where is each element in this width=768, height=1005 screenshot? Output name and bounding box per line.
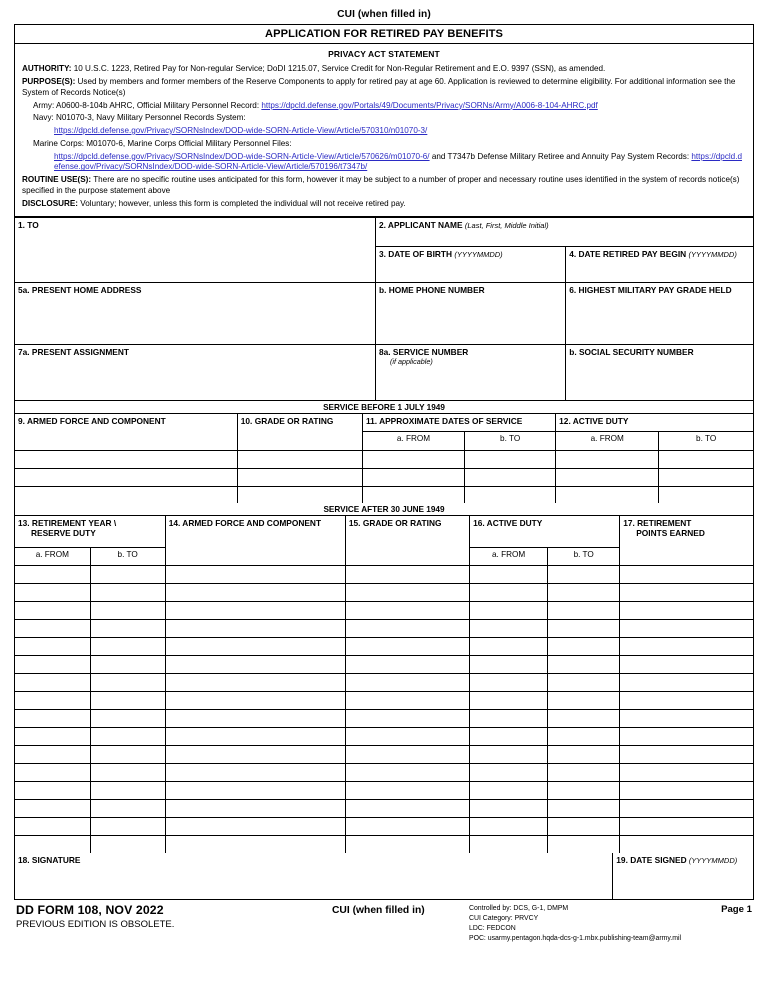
header-approx-dates-11 <box>362 414 555 432</box>
table-cell[interactable] <box>90 674 165 692</box>
table-cell[interactable] <box>465 469 556 487</box>
authority-label: AUTHORITY: <box>22 64 72 74</box>
table-cell[interactable] <box>345 566 469 584</box>
disclosure-label: DISCLOSURE: <box>22 198 78 208</box>
purpose-label: PURPOSE(S): <box>22 76 76 86</box>
table-cell[interactable] <box>548 656 620 674</box>
table-cell[interactable] <box>90 710 165 728</box>
table-cell[interactable] <box>345 782 469 800</box>
table-cell[interactable] <box>470 710 548 728</box>
service-after-banner-row <box>15 503 753 516</box>
table-cell[interactable] <box>165 710 345 728</box>
cell-applicant-name[interactable] <box>375 218 753 247</box>
hint-service-number: (if applicable) <box>389 356 433 366</box>
authority-paragraph <box>22 64 746 75</box>
routine-use-paragraph <box>22 175 746 197</box>
label-present-assignment: 7a. PRESENT ASSIGNMENT <box>18 346 129 357</box>
table-cell[interactable] <box>470 728 548 746</box>
footer-left-block <box>16 903 174 930</box>
header-armed-force-component-9 <box>15 414 237 451</box>
table-cell[interactable] <box>90 602 165 620</box>
table-cell[interactable] <box>90 782 165 800</box>
army-sorn-link[interactable]: https://dpcld.defense.gov/Portals/49/Documents/Privacy/SORNs/Army/A006-8-104-AHRC.pdf <box>261 100 598 110</box>
table-cell[interactable] <box>15 469 237 487</box>
purpose-paragraph <box>22 77 746 99</box>
label-social-security-number: b. SOCIAL SECURITY NUMBER <box>569 346 694 357</box>
footer-ldc: LDC: FEDCON <box>469 924 516 932</box>
header-active-duty-16 <box>470 516 620 548</box>
table-cell[interactable] <box>620 620 753 638</box>
table-cell[interactable] <box>345 746 469 764</box>
table-cell[interactable] <box>620 818 753 836</box>
table-cell[interactable] <box>90 800 165 818</box>
service-after-header-row <box>15 516 753 548</box>
table-cell[interactable] <box>620 638 753 656</box>
label-armed-force-component-14: 14. ARMED FORCE AND COMPONENT <box>168 517 322 528</box>
header-grade-rating-15 <box>345 516 469 566</box>
subheader-12b-to: b. TO <box>659 432 753 451</box>
table-cell[interactable] <box>465 486 556 503</box>
table-cell[interactable] <box>165 818 345 836</box>
table-cell[interactable] <box>548 818 620 836</box>
header-retirement-points-17 <box>620 516 753 566</box>
subheader-11a-from: a. FROM <box>362 432 464 451</box>
table-cell[interactable] <box>345 674 469 692</box>
table-cell[interactable] <box>345 620 469 638</box>
table-cell[interactable] <box>620 602 753 620</box>
table-cell[interactable] <box>556 469 659 487</box>
table-cell[interactable] <box>470 782 548 800</box>
label-armed-force-component-9: 9. ARMED FORCE AND COMPONENT <box>18 415 166 426</box>
table-cell[interactable] <box>620 782 753 800</box>
table-cell[interactable] <box>470 764 548 782</box>
label-active-duty-12: 12. ACTIVE DUTY <box>559 415 629 426</box>
table-cell[interactable] <box>90 566 165 584</box>
table-cell[interactable] <box>345 638 469 656</box>
table-cell[interactable] <box>470 602 548 620</box>
marine-sorn-mid-text: and T7347b Defense Military Retiree and Annuity Pay System Records: <box>431 151 690 161</box>
table-row[interactable] <box>15 469 753 487</box>
purpose-text: Used by members and former members of the Reserve Components to apply for retired pay at age 60. Application is reviewed to determine eligibility. For additional information see the System of Records Notice(s) <box>22 76 736 97</box>
table-cell[interactable] <box>165 674 345 692</box>
table-cell[interactable] <box>165 584 345 602</box>
table-row[interactable] <box>15 674 753 692</box>
subheader-16b-to: b. TO <box>548 548 620 566</box>
cell-home-phone-number[interactable] <box>375 283 565 345</box>
row-assignment-service-number <box>15 345 753 401</box>
table-row[interactable] <box>15 566 753 584</box>
table-cell[interactable] <box>548 728 620 746</box>
footer-previous-edition: PREVIOUS EDITION IS OBSOLETE. <box>16 919 175 931</box>
table-cell[interactable] <box>165 782 345 800</box>
table-cell[interactable] <box>15 674 90 692</box>
cell-date-retired-pay-begin[interactable] <box>566 247 753 283</box>
form-title: APPLICATION FOR RETIRED PAY BENEFITS <box>15 25 753 44</box>
label-home-phone-number: b. HOME PHONE NUMBER <box>378 284 485 295</box>
label-date-retired-pay-begin: 4. DATE RETIRED PAY BEGIN <box>569 248 687 259</box>
table-cell[interactable] <box>620 692 753 710</box>
table-cell[interactable] <box>15 746 90 764</box>
navy-sorn-link[interactable]: https://dpcld.defense.gov/Privacy/SORNsIndex/DOD-wide-SORN-Article-View/Article/570310/n01070-3/ <box>54 126 428 136</box>
service-after-banner: SERVICE AFTER 30 JUNE 1949 <box>15 503 753 516</box>
table-cell[interactable] <box>15 710 90 728</box>
table-cell[interactable] <box>90 746 165 764</box>
table-cell[interactable] <box>90 638 165 656</box>
cell-service-number[interactable] <box>375 345 565 401</box>
table-cell[interactable] <box>345 818 469 836</box>
service-before-1949-table <box>15 401 753 503</box>
table-cell[interactable] <box>165 566 345 584</box>
cell-to[interactable] <box>15 218 375 283</box>
table-cell[interactable] <box>165 638 345 656</box>
applicant-info-table <box>15 217 753 401</box>
cell-date-signed[interactable] <box>613 853 753 899</box>
label-grade-rating-10: 10. GRADE OR RATING <box>240 415 334 426</box>
cell-signature[interactable] <box>15 853 613 899</box>
table-cell[interactable] <box>470 674 548 692</box>
table-row[interactable] <box>15 764 753 782</box>
hint-date-retired-pay-begin: (YYYYMMDD) <box>688 249 737 259</box>
table-cell[interactable] <box>165 692 345 710</box>
label-retirement-year-13: 13. RETIREMENT YEAR \ <box>18 517 117 528</box>
table-cell[interactable] <box>620 710 753 728</box>
table-cell[interactable] <box>470 800 548 818</box>
table-cell[interactable] <box>548 710 620 728</box>
table-cell[interactable] <box>90 692 165 710</box>
table-row[interactable] <box>15 692 753 710</box>
table-row[interactable] <box>15 800 753 818</box>
table-cell[interactable] <box>165 800 345 818</box>
cell-date-of-birth[interactable] <box>375 247 565 283</box>
table-cell[interactable] <box>90 728 165 746</box>
table-cell[interactable] <box>15 620 90 638</box>
table-row[interactable] <box>15 584 753 602</box>
marine-sorn-text: Marine Corps: M01070-6, Marine Corps Official Military Personnel Files: <box>33 138 292 148</box>
signature-table <box>15 853 753 899</box>
table-cell[interactable] <box>620 836 753 854</box>
table-cell[interactable] <box>362 469 464 487</box>
table-cell[interactable] <box>465 451 556 469</box>
table-cell[interactable] <box>345 656 469 674</box>
table-cell[interactable] <box>15 728 90 746</box>
label-date-signed: 19. DATE SIGNED <box>616 854 687 865</box>
subheader-12a-from: a. FROM <box>556 432 659 451</box>
table-cell[interactable] <box>470 584 548 602</box>
table-row[interactable] <box>15 486 753 503</box>
table-cell[interactable] <box>659 451 753 469</box>
table-cell[interactable] <box>659 486 753 503</box>
table-cell[interactable] <box>470 620 548 638</box>
subheader-13b-to: b. TO <box>90 548 165 566</box>
marine-sorn-line <box>33 139 746 150</box>
hint-date-signed: (YYYYMMDD) <box>688 855 738 865</box>
table-cell[interactable] <box>15 602 90 620</box>
header-active-duty-12 <box>556 414 753 432</box>
label-signature: 18. SIGNATURE <box>18 854 81 865</box>
header-retirement-year-13 <box>15 516 165 548</box>
footer-poc: POC: usarmy.pentagon.hqda-dcs-g-1.mbx.publishing-team@army.mil <box>469 934 682 942</box>
table-cell[interactable] <box>15 584 90 602</box>
table-cell[interactable] <box>556 486 659 503</box>
table-cell[interactable] <box>548 566 620 584</box>
cell-social-security-number[interactable] <box>566 345 753 401</box>
table-cell[interactable] <box>165 836 345 854</box>
service-before-header-row <box>15 414 753 432</box>
table-cell[interactable] <box>15 800 90 818</box>
form-footer <box>14 903 754 965</box>
table-cell[interactable] <box>362 451 464 469</box>
table-cell[interactable] <box>15 764 90 782</box>
table-cell[interactable] <box>548 836 620 854</box>
table-cell[interactable] <box>90 584 165 602</box>
label-retirement-points-17b: POINTS EARNED <box>636 527 705 538</box>
hint-applicant-name: (Last, First, Middle Initial) <box>464 220 549 230</box>
label-service-number: 8a. SERVICE NUMBER <box>378 346 469 357</box>
label-date-of-birth: 3. DATE OF BIRTH <box>378 248 453 259</box>
table-cell[interactable] <box>90 620 165 638</box>
table-cell[interactable] <box>15 692 90 710</box>
table-cell[interactable] <box>620 800 753 818</box>
label-reserve-duty-13: RESERVE DUTY <box>31 527 96 538</box>
table-cell[interactable] <box>548 692 620 710</box>
label-active-duty-16: 16. ACTIVE DUTY <box>473 517 543 528</box>
table-row[interactable] <box>15 451 753 469</box>
table-cell[interactable] <box>548 746 620 764</box>
table-cell[interactable] <box>90 818 165 836</box>
table-cell[interactable] <box>345 764 469 782</box>
table-cell[interactable] <box>345 800 469 818</box>
table-cell[interactable] <box>345 710 469 728</box>
label-grade-rating-15: 15. GRADE OR RATING <box>348 517 442 528</box>
label-present-home-address: 5a. PRESENT HOME ADDRESS <box>18 284 142 295</box>
table-cell[interactable] <box>620 584 753 602</box>
cell-present-assignment[interactable] <box>15 345 375 401</box>
label-highest-pay-grade: 6. HIGHEST MILITARY PAY GRADE HELD <box>569 284 732 295</box>
label-to: 1. TO <box>18 219 39 230</box>
table-cell[interactable] <box>15 566 90 584</box>
label-retirement-points-17a: 17. RETIREMENT <box>623 517 692 528</box>
table-cell[interactable] <box>165 728 345 746</box>
table-cell[interactable] <box>548 584 620 602</box>
disclosure-text: Voluntary; however, unless this form is completed the individual will not receive retired pay. <box>80 198 406 208</box>
table-cell[interactable] <box>237 486 362 503</box>
table-cell[interactable] <box>470 656 548 674</box>
table-cell[interactable] <box>90 836 165 854</box>
service-before-banner-row <box>15 401 753 414</box>
subheader-16a-from: a. FROM <box>470 548 548 566</box>
footer-cui-category: CUI Category: PRVCY <box>469 914 539 922</box>
table-row[interactable] <box>15 728 753 746</box>
table-cell[interactable] <box>345 692 469 710</box>
table-row[interactable] <box>15 818 753 836</box>
table-cell[interactable] <box>345 836 469 854</box>
table-cell[interactable] <box>470 692 548 710</box>
table-row[interactable] <box>15 620 753 638</box>
table-cell[interactable] <box>620 764 753 782</box>
disclosure-paragraph <box>22 199 746 210</box>
table-cell[interactable] <box>659 469 753 487</box>
table-row[interactable] <box>15 710 753 728</box>
header-armed-force-component-14 <box>165 516 345 566</box>
navy-sorn-link-line <box>54 126 746 137</box>
table-row[interactable] <box>15 656 753 674</box>
table-cell[interactable] <box>15 638 90 656</box>
table-row[interactable] <box>15 602 753 620</box>
table-cell[interactable] <box>165 620 345 638</box>
table-cell[interactable] <box>165 656 345 674</box>
navy-sorn-line <box>33 113 746 124</box>
table-cell[interactable] <box>548 782 620 800</box>
hint-date-of-birth: (YYYYMMDD) <box>454 249 503 259</box>
table-row[interactable] <box>15 746 753 764</box>
table-cell[interactable] <box>620 728 753 746</box>
privacy-act-heading: PRIVACY ACT STATEMENT <box>328 49 440 59</box>
table-cell[interactable] <box>362 486 464 503</box>
table-cell[interactable] <box>15 656 90 674</box>
table-row[interactable] <box>15 638 753 656</box>
table-cell[interactable] <box>470 746 548 764</box>
table-cell[interactable] <box>15 818 90 836</box>
service-after-data-rows <box>15 566 753 854</box>
table-row[interactable] <box>15 836 753 854</box>
footer-control-block <box>469 904 681 943</box>
table-cell[interactable] <box>470 818 548 836</box>
table-cell[interactable] <box>15 486 237 503</box>
form-frame <box>14 24 754 900</box>
table-cell[interactable] <box>90 764 165 782</box>
table-cell[interactable] <box>620 674 753 692</box>
cui-bottom-banner: CUI (when filled in) <box>332 905 425 917</box>
army-sorn-line <box>33 101 746 112</box>
table-cell[interactable] <box>620 746 753 764</box>
table-cell[interactable] <box>470 638 548 656</box>
table-cell[interactable] <box>620 656 753 674</box>
label-applicant-name: 2. APPLICANT NAME <box>378 219 463 230</box>
cell-present-home-address[interactable] <box>15 283 375 345</box>
footer-form-number: DD FORM 108, NOV 2022 <box>16 903 164 918</box>
signature-row <box>15 853 753 899</box>
cui-top-banner: CUI (when filled in) <box>337 9 431 20</box>
table-cell[interactable] <box>620 566 753 584</box>
footer-page-number: Page 1 <box>721 904 752 916</box>
row-to-applicant <box>15 218 753 247</box>
table-cell[interactable] <box>470 836 548 854</box>
marine-sorn-link-line <box>54 152 746 174</box>
routine-use-text: There are no specific routine uses anticipated for this form, however it may be subject to a number of proper and necessary routine uses identified in the system of records notice(s) specified in the purpose statement above <box>22 175 740 195</box>
subheader-11b-to: b. TO <box>465 432 556 451</box>
table-cell[interactable] <box>548 620 620 638</box>
table-cell[interactable] <box>548 638 620 656</box>
table-cell[interactable] <box>237 451 362 469</box>
navy-sorn-text: Navy: N01070-3, Navy Military Personnel Records System: <box>33 113 246 123</box>
table-cell[interactable] <box>556 451 659 469</box>
table-cell[interactable] <box>548 764 620 782</box>
t7347b-sorn-link[interactable]: https://dpcld.defense.gov/Privacy/SORNsIndex/DOD-wide-SORN-Article-View/Article/570196/t7347b/ <box>54 151 742 172</box>
authority-text: 10 U.S.C. 1223, Retired Pay for Non-regular Service; DoDI 1215.07, Service Credit for Non-Regular Retirement and E.O. 9397 (SSN), as amended. <box>73 64 606 74</box>
subheader-13a-from: a. FROM <box>15 548 90 566</box>
privacy-act-statement <box>15 44 753 217</box>
cell-highest-pay-grade[interactable] <box>566 283 753 345</box>
service-before-data-rows <box>15 451 753 503</box>
table-cell[interactable] <box>345 602 469 620</box>
table-cell[interactable] <box>548 800 620 818</box>
table-cell[interactable] <box>548 602 620 620</box>
table-cell[interactable] <box>90 656 165 674</box>
table-cell[interactable] <box>15 451 237 469</box>
table-cell[interactable] <box>165 602 345 620</box>
service-after-1949-table <box>15 503 753 853</box>
table-cell[interactable] <box>470 566 548 584</box>
table-cell[interactable] <box>345 584 469 602</box>
header-grade-rating-10 <box>237 414 362 451</box>
army-sorn-text: Army: A0600-8-104b AHRC, Official Military Personnel Record: <box>33 100 260 110</box>
label-approx-dates-11: 11. APPROXIMATE DATES OF SERVICE <box>365 415 523 426</box>
footer-controlled-by: Controlled by: DCS, G-1, DMPM <box>469 905 569 913</box>
table-cell[interactable] <box>15 836 90 854</box>
row-home-address <box>15 283 753 345</box>
service-before-banner: SERVICE BEFORE 1 JULY 1949 <box>15 401 753 414</box>
table-cell[interactable] <box>345 728 469 746</box>
table-cell[interactable] <box>165 764 345 782</box>
table-row[interactable] <box>15 782 753 800</box>
table-cell[interactable] <box>237 469 362 487</box>
table-cell[interactable] <box>548 674 620 692</box>
table-cell[interactable] <box>15 782 90 800</box>
routine-use-label: ROUTINE USE(S): <box>22 175 92 185</box>
marine-sorn-link[interactable]: https://dpcld.defense.gov/Privacy/SORNsIndex/DOD-wide-SORN-Article-View/Article/570626/m01070-6/ <box>54 151 430 161</box>
table-cell[interactable] <box>165 746 345 764</box>
